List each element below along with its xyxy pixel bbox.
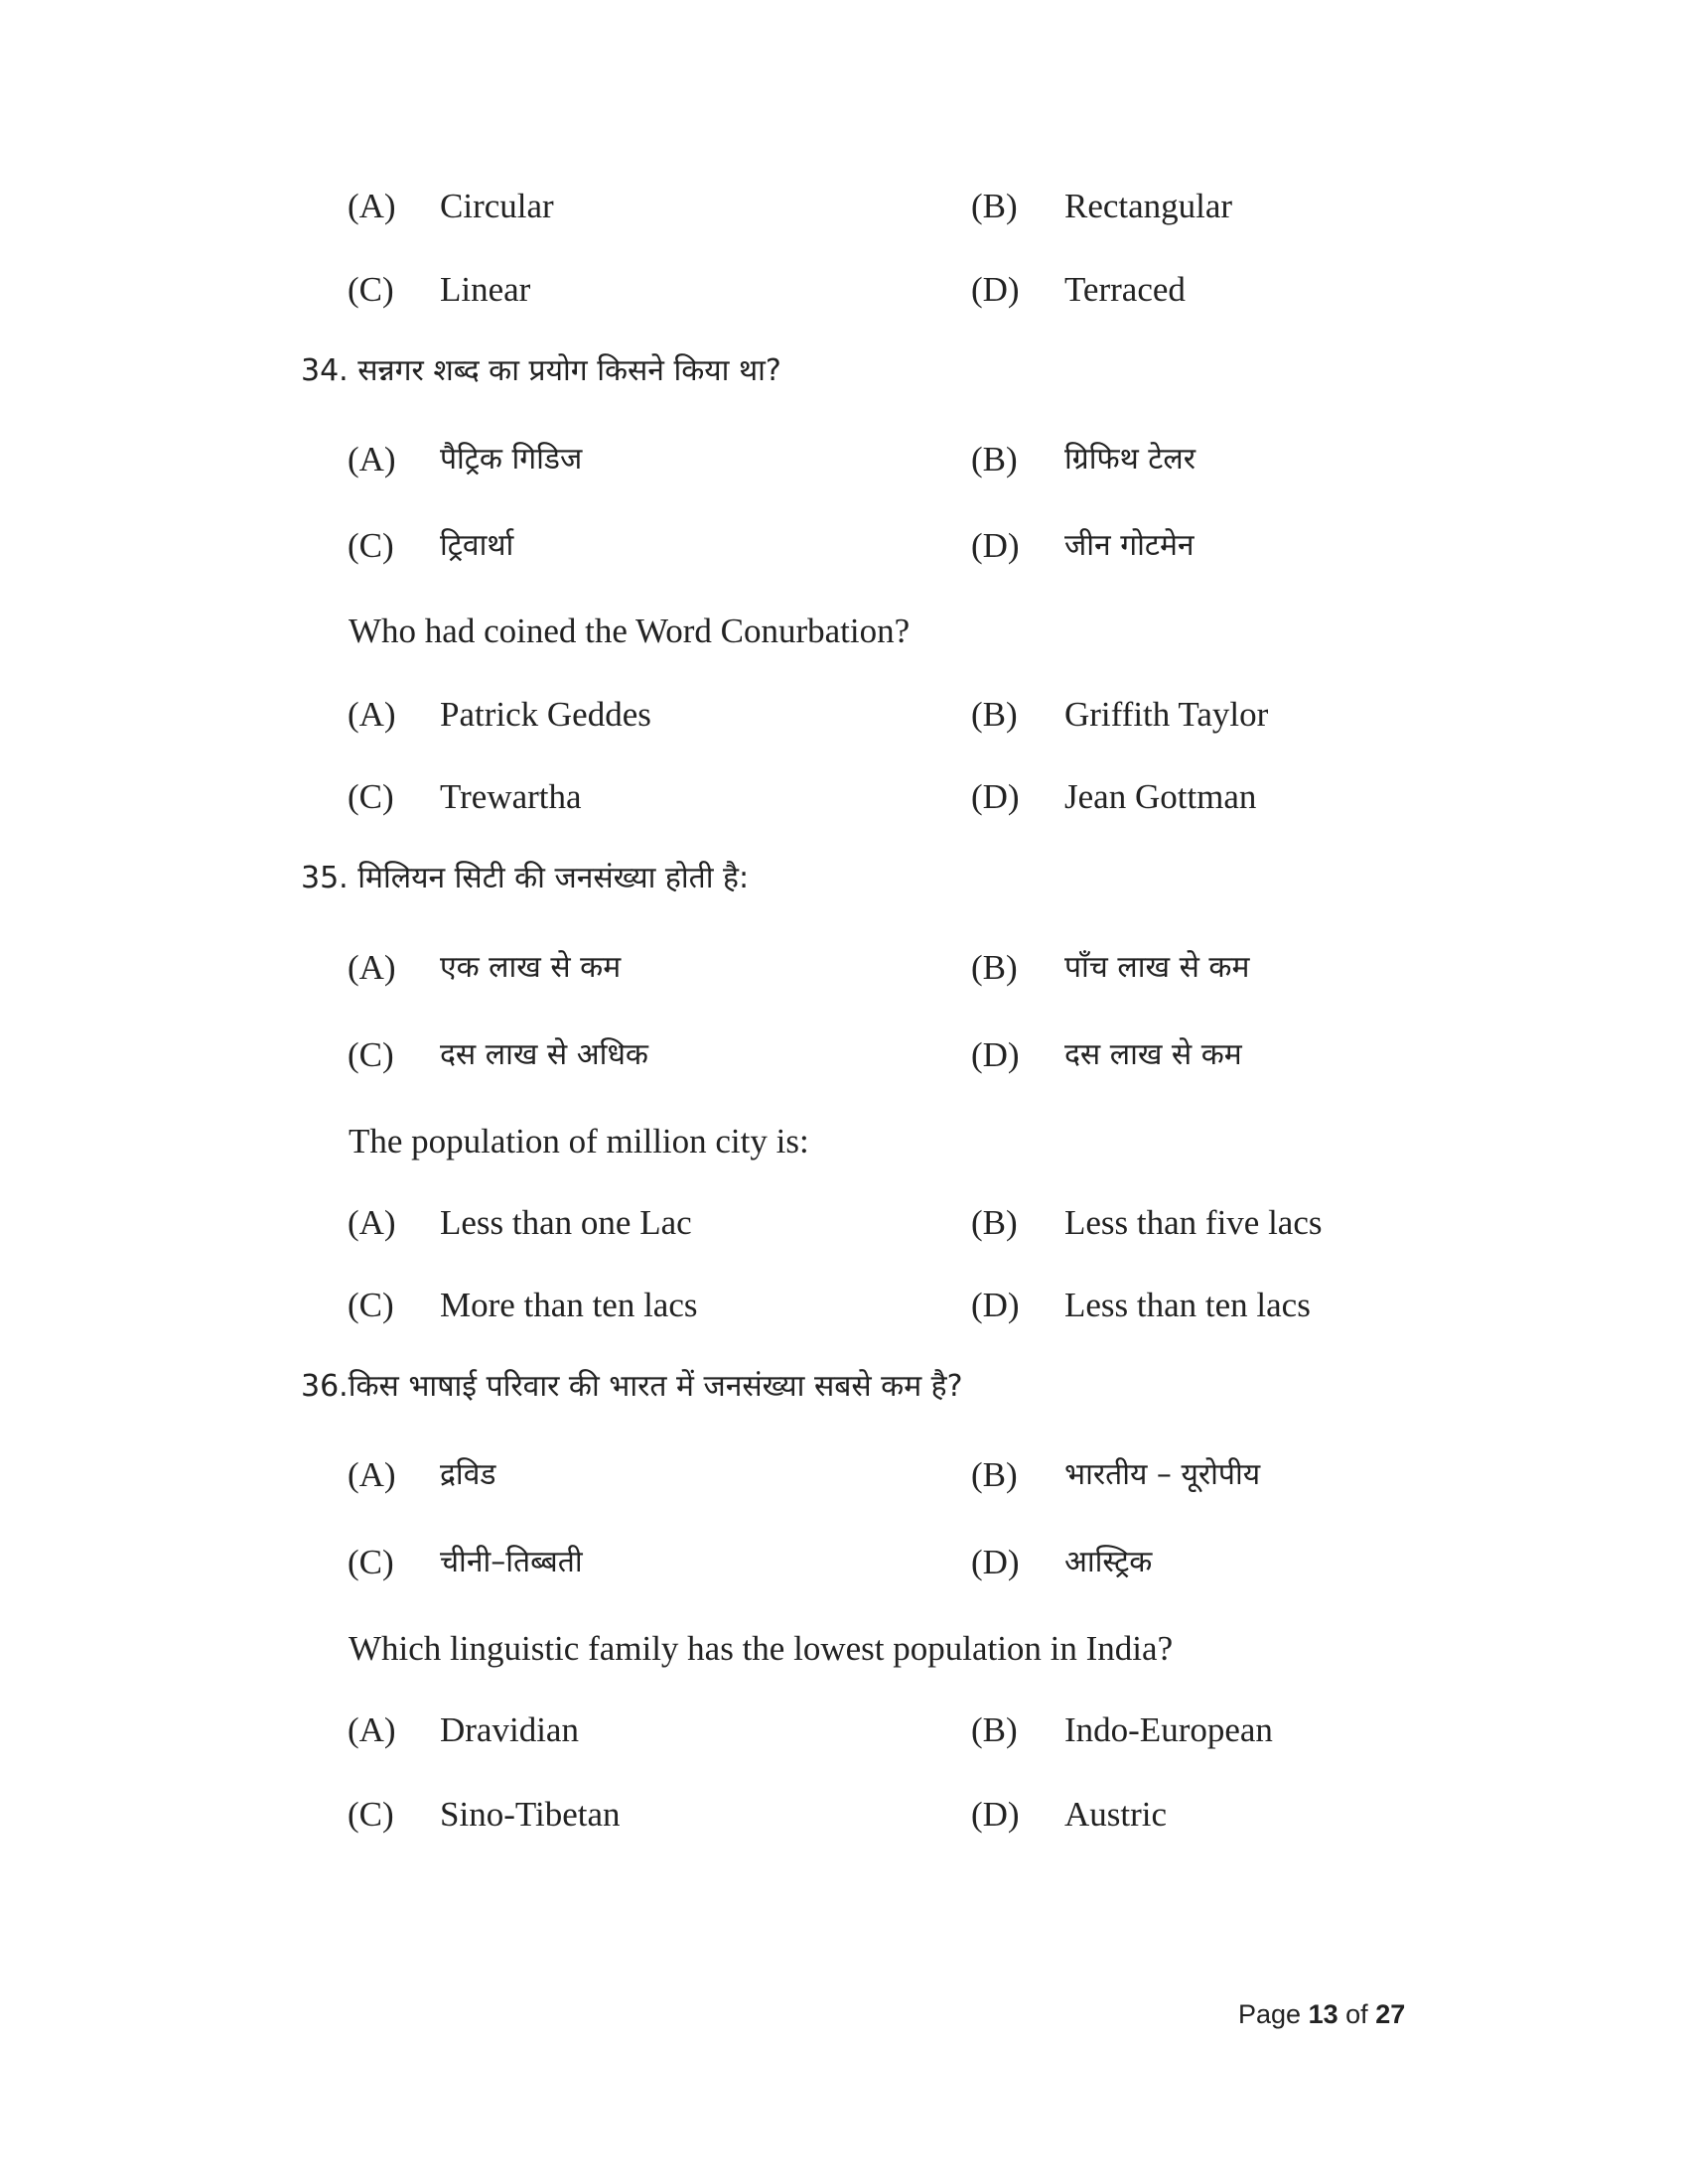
option-text: ट्रिवार्था [440, 528, 514, 563]
option-label: (A) [348, 1710, 396, 1749]
option-text: More than ten lacs [440, 1286, 698, 1324]
option-label: (C) [348, 270, 394, 309]
question-hindi: 34. सन्नगर शब्द का प्रयोग किसने किया था? [301, 353, 781, 388]
total-pages: 27 [1375, 1999, 1406, 2029]
option-text: Less than five lacs [1064, 1203, 1323, 1242]
option-text: Linear [440, 270, 531, 309]
option-label: (A) [348, 187, 396, 225]
option-text: द्रविड [440, 1457, 496, 1492]
option-text: Jean Gottman [1064, 777, 1257, 816]
question-english: Which linguistic family has the lowest population in India? [349, 1629, 1174, 1668]
option-label: (A) [348, 440, 396, 478]
option-label: (D) [971, 1543, 1020, 1581]
current-page: 13 [1308, 1999, 1338, 2029]
option-text: Indo-European [1064, 1710, 1273, 1749]
option-text: आस्ट्रिक [1064, 1545, 1153, 1579]
option-label: (C) [348, 777, 394, 816]
option-text: Patrick Geddes [440, 695, 651, 734]
option-text: ग्रिफिथ टेलर [1064, 442, 1196, 477]
option-label: (A) [348, 695, 396, 734]
option-text: Sino-Tibetan [440, 1795, 621, 1834]
option-text: Rectangular [1064, 187, 1233, 225]
option-label: (C) [348, 1543, 394, 1581]
option-text: दस लाख से कम [1064, 1037, 1242, 1072]
option-text: Terraced [1064, 270, 1186, 309]
option-label: (B) [971, 695, 1018, 734]
question-english: The population of million city is: [349, 1122, 809, 1160]
option-label: (B) [971, 948, 1018, 987]
page-of: of [1345, 1999, 1368, 2029]
option-text: Dravidian [440, 1710, 579, 1749]
option-label: (B) [971, 1203, 1018, 1242]
option-label: (A) [348, 948, 396, 987]
option-label: (D) [971, 1795, 1020, 1834]
option-text: चीनी–तिब्बती [440, 1545, 583, 1579]
option-text: Less than one Lac [440, 1203, 692, 1242]
question-english: Who had coined the Word Conurbation? [349, 612, 911, 650]
option-label: (B) [971, 1710, 1018, 1749]
option-label: (B) [971, 1455, 1018, 1494]
option-label: (A) [348, 1455, 396, 1494]
option-text: भारतीय – यूरोपीय [1064, 1457, 1261, 1492]
option-label: (B) [971, 440, 1018, 478]
option-label: (A) [348, 1203, 396, 1242]
option-text: Griffith Taylor [1064, 695, 1269, 734]
option-text: एक लाख से कम [440, 950, 622, 985]
option-label: (C) [348, 1795, 394, 1834]
option-text: पैट्रिक गिडिज [440, 442, 583, 477]
option-label: (D) [971, 777, 1020, 816]
option-label: (D) [971, 1286, 1020, 1324]
option-label: (C) [348, 1286, 394, 1324]
option-text: पाँच लाख से कम [1064, 950, 1250, 985]
option-label: (D) [971, 1035, 1020, 1074]
option-text: Austric [1064, 1795, 1168, 1834]
question-hindi: 36.किस भाषाई परिवार की भारत में जनसंख्या सबसे कम है? [301, 1369, 963, 1404]
option-label: (D) [971, 526, 1020, 565]
option-label: (C) [348, 526, 394, 565]
option-label: (B) [971, 187, 1018, 225]
option-label: (C) [348, 1035, 394, 1074]
question-hindi: 35. मिलियन सिटी की जनसंख्या होती है: [301, 861, 750, 895]
option-text: Trewartha [440, 777, 582, 816]
option-text: Less than ten lacs [1064, 1286, 1311, 1324]
option-text: Circular [440, 187, 554, 225]
page-prefix: Page [1238, 1999, 1302, 2029]
option-label: (D) [971, 270, 1020, 309]
option-text: दस लाख से अधिक [440, 1037, 648, 1072]
page-number [1238, 1999, 1405, 2030]
option-text: जीन गोटमेन [1064, 528, 1195, 563]
